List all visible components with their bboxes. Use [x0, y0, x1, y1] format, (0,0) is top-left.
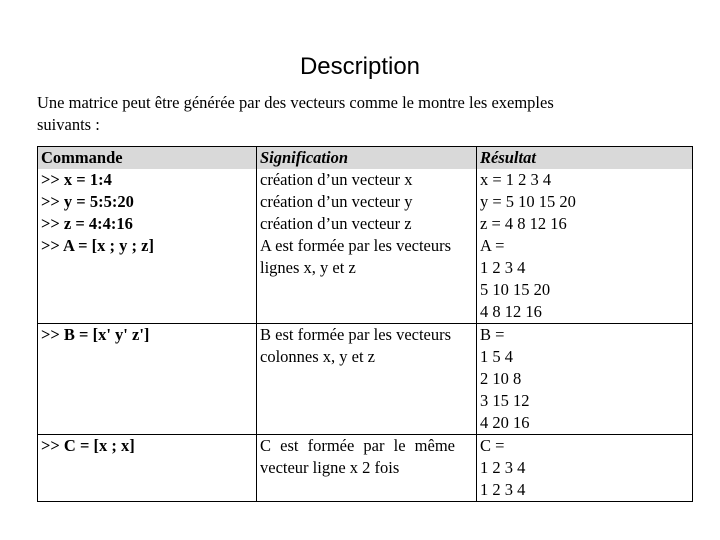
command-cell: >> B = [x' y' z']	[38, 324, 257, 435]
result-line: 2 10 8	[480, 369, 522, 388]
meaning-cell: création d’un vecteur y	[257, 191, 477, 213]
table-row	[38, 235, 693, 324]
meaning-line: colonnes x, y et z	[260, 347, 376, 366]
result-line: 5 10 15 20	[480, 280, 551, 299]
command-cell: >> z = 4:4:16	[38, 213, 257, 235]
meaning-cell	[257, 235, 477, 324]
examples-table	[37, 146, 693, 502]
result-cell: x = 1 2 3 4	[477, 169, 693, 191]
result-line: 1 2 3 4	[480, 258, 526, 277]
meaning-cell	[257, 324, 477, 435]
result-line: 1 5 4	[480, 347, 513, 366]
command-cell: >> y = 5:5:20	[38, 191, 257, 213]
result-cell	[477, 435, 693, 502]
command-cell: >> A = [x ; y ; z]	[38, 235, 257, 324]
result-line: C =	[480, 436, 505, 455]
result-line: A =	[480, 236, 505, 255]
slide-title: Description	[299, 53, 421, 80]
meaning-line: C est formée par le même	[260, 436, 455, 455]
meaning-line: B est formée par les vecteurs	[260, 325, 452, 344]
result-line: 4 20 16	[480, 413, 530, 432]
command-cell: >> x = 1:4	[38, 169, 257, 191]
result-line: 1 2 3 4	[480, 458, 526, 477]
meaning-cell: création d’un vecteur z	[257, 213, 477, 235]
table-row	[38, 191, 693, 213]
header-command: Commande	[38, 147, 257, 170]
result-line: B =	[480, 325, 505, 344]
result-cell	[477, 235, 693, 324]
meaning-line: vecteur ligne x 2 fois	[260, 458, 400, 477]
meaning-cell: création d’un vecteur x	[257, 169, 477, 191]
table-row	[38, 213, 693, 235]
meaning-cell	[257, 435, 477, 502]
result-line: 3 15 12	[480, 391, 530, 410]
result-line: 1 2 3 4	[480, 480, 526, 499]
table-row	[38, 324, 693, 435]
header-result: Résultat	[477, 147, 693, 170]
result-cell	[477, 324, 693, 435]
table-row	[38, 169, 693, 191]
result-cell: y = 5 10 15 20	[477, 191, 693, 213]
result-cell: z = 4 8 12 16	[477, 213, 693, 235]
table-row	[38, 435, 693, 502]
meaning-line: lignes x, y et z	[260, 258, 356, 277]
table-header-row	[38, 147, 693, 170]
intro-paragraph	[37, 92, 637, 136]
intro-line-2: suivants :	[37, 115, 100, 134]
meaning-line: A est formée par les vecteurs	[260, 236, 452, 255]
intro-line-1: Une matrice peut être générée par des vecteurs comme le montre les exemples	[37, 93, 554, 112]
header-meaning: Signification	[257, 147, 477, 170]
result-line: 4 8 12 16	[480, 302, 542, 321]
command-cell: >> C = [x ; x]	[38, 435, 257, 502]
